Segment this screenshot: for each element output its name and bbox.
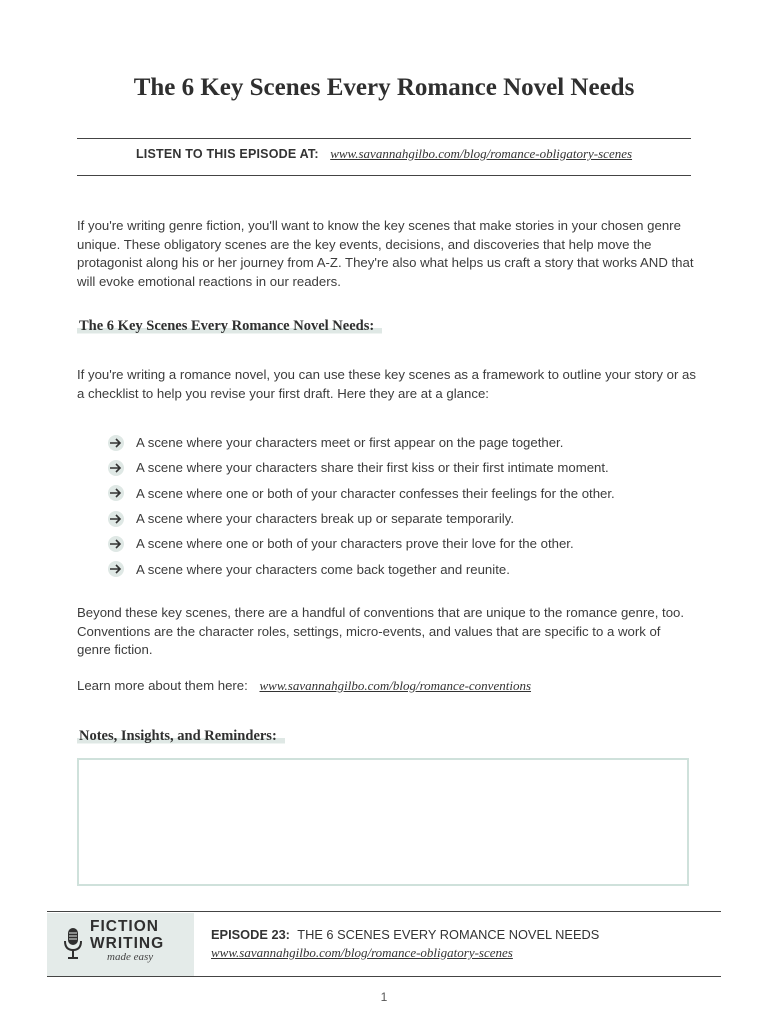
episode-title: THE 6 SCENES EVERY ROMANCE NOVEL NEEDS: [297, 927, 600, 942]
section-heading: The 6 Key Scenes Every Romance Novel Needs:: [77, 318, 382, 335]
conventions-link[interactable]: www.savannahgilbo.com/blog/romance-conventions: [259, 678, 532, 693]
learn-more-row: [77, 677, 697, 696]
learn-more-label: Learn more about them here:: [77, 678, 248, 693]
scene-text: A scene where one or both of your characters prove their love for the other.: [136, 536, 574, 552]
scene-text: A scene where your characters share their first kiss or their first intimate moment.: [136, 460, 609, 476]
header-top-divider: [77, 138, 691, 139]
microphone-icon: [63, 927, 83, 966]
scene-text: A scene where your characters come back together and reunite.: [136, 561, 510, 577]
header-bottom-divider: [77, 175, 691, 176]
listen-episode-row: [77, 146, 691, 162]
podcast-logo: [47, 913, 194, 976]
page-number: 1: [380, 990, 388, 1004]
arrow-right-icon: [108, 511, 124, 527]
list-item: [108, 455, 615, 480]
conventions-paragraph: Beyond these key scenes, there are a handful of conventions that are unique to the romance genre, too. Conventions are the character roles, settings, micro-events, and values that are specific to a work of genre fiction.: [77, 605, 685, 657]
episode-link[interactable]: www.savannahgilbo.com/blog/romance-obligatory-scenes: [330, 146, 633, 161]
list-item: [108, 556, 615, 581]
arrow-right-icon: [108, 561, 124, 577]
logo-text-writing: WRITING: [90, 935, 165, 952]
framework-paragraph: If you're writing a romance novel, you can use these key scenes as a framework to outline your story or as a checklist to help you revise your first draft. Here they are at a glance:: [77, 367, 696, 401]
episode-info: [211, 927, 599, 942]
page-title: The 6 Key Scenes Every Romance Novel Needs: [133, 74, 635, 101]
logo-text-fiction: FICTION: [90, 918, 159, 935]
footer-bottom-divider: [47, 976, 721, 977]
intro-paragraph: If you're writing genre fiction, you'll want to know the key scenes that make stories in your chosen genre unique. These obligatory scenes are the key events, decisions, and discoveries that help move the protagonist along his or her journey from A-Z. They're also what helps us craft a story that works AND that will evoke emotional reactions in our readers.: [77, 218, 694, 289]
list-item: [108, 506, 615, 531]
footer-episode-link[interactable]: www.savannahgilbo.com/blog/romance-obligatory-scenes: [211, 945, 513, 960]
scene-text: A scene where one or both of your character confesses their feelings for the other.: [136, 485, 615, 501]
arrow-right-icon: [108, 435, 124, 451]
episode-label: EPISODE 23:: [211, 927, 290, 942]
logo-text-made-easy: made easy: [107, 951, 154, 963]
arrow-right-icon: [108, 460, 124, 476]
notes-box[interactable]: [77, 758, 689, 886]
list-item: [108, 430, 615, 455]
key-scenes-list: [108, 430, 615, 582]
list-item: [108, 531, 615, 556]
listen-label: LISTEN TO THIS EPISODE AT:: [135, 147, 319, 161]
scene-text: A scene where your characters meet or first appear on the page together.: [136, 435, 564, 451]
scene-text: A scene where your characters break up or separate temporarily.: [136, 511, 514, 527]
notes-heading: Notes, Insights, and Reminders:: [77, 728, 285, 745]
arrow-right-icon: [108, 485, 124, 501]
footer-top-divider: [47, 911, 721, 912]
arrow-right-icon: [108, 536, 124, 552]
list-item: [108, 481, 615, 506]
